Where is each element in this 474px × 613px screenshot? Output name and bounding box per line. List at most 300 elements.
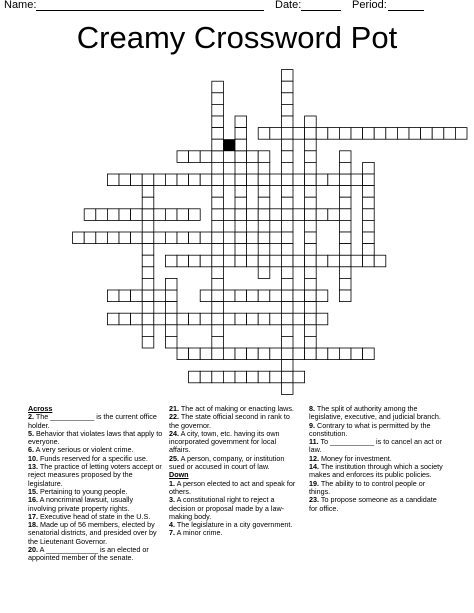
clue-item (169, 455, 299, 472)
grid-cell[interactable] (223, 232, 235, 244)
grid-cell[interactable] (316, 174, 328, 186)
grid-cell[interactable] (363, 348, 375, 360)
clue-number: 10. (28, 453, 38, 463)
grid-cell[interactable] (258, 267, 270, 279)
grid-cell[interactable] (84, 209, 96, 221)
grid-cell[interactable] (212, 267, 224, 279)
grid-cell[interactable] (455, 128, 467, 140)
grid-cell[interactable] (281, 267, 293, 279)
grid-cell[interactable] (200, 371, 212, 383)
grid-cell[interactable] (235, 139, 247, 151)
grid-cell[interactable] (119, 313, 131, 325)
grid-cell[interactable] (281, 116, 293, 128)
grid-cell[interactable] (200, 348, 212, 360)
grid-cell[interactable] (142, 290, 154, 302)
grid-cell[interactable] (212, 232, 224, 244)
grid-cell[interactable] (212, 128, 224, 140)
grid-cell[interactable] (293, 128, 305, 140)
grid-cell[interactable] (131, 290, 143, 302)
grid-cell[interactable] (177, 255, 189, 267)
grid-cell[interactable] (247, 348, 259, 360)
grid-cell[interactable] (305, 116, 317, 128)
grid-cell[interactable] (339, 151, 351, 163)
clue-number: 24. (169, 428, 179, 438)
grid-cell[interactable] (235, 209, 247, 221)
grid-cell[interactable] (305, 139, 317, 151)
grid-cell[interactable] (316, 313, 328, 325)
grid-cell[interactable] (119, 232, 131, 244)
grid-cell[interactable] (339, 209, 351, 221)
grid-cell[interactable] (212, 302, 224, 314)
grid-cell[interactable] (281, 313, 293, 325)
grid-cell[interactable] (363, 128, 375, 140)
grid-cell[interactable] (281, 81, 293, 93)
clue-item (28, 546, 163, 563)
grid-cell[interactable] (212, 209, 224, 221)
grid-cell[interactable] (235, 232, 247, 244)
grid-cell[interactable] (281, 255, 293, 267)
grid-cell[interactable] (154, 209, 166, 221)
grid-cell[interactable] (212, 186, 224, 198)
grid-cell[interactable] (258, 128, 270, 140)
grid-cell[interactable] (84, 232, 96, 244)
grid-cell[interactable] (119, 174, 131, 186)
grid-cell[interactable] (339, 174, 351, 186)
clue-number: 9. (309, 420, 315, 430)
grid-cell[interactable] (119, 209, 131, 221)
grid-cell[interactable] (281, 383, 293, 395)
grid-cell[interactable] (212, 255, 224, 267)
grid-cell[interactable] (165, 255, 177, 267)
grid-cell[interactable] (165, 290, 177, 302)
grid-cell[interactable] (189, 174, 201, 186)
grid-cell[interactable] (235, 244, 247, 256)
grid-cell[interactable] (281, 104, 293, 116)
grid-cell[interactable] (235, 348, 247, 360)
grid-cell[interactable] (189, 232, 201, 244)
grid-cell[interactable] (165, 209, 177, 221)
grid-cell[interactable] (235, 255, 247, 267)
grid-cell[interactable] (258, 197, 270, 209)
grid-cell[interactable] (339, 186, 351, 198)
grid-cell[interactable] (305, 348, 317, 360)
grid-cell[interactable] (397, 128, 409, 140)
clue-number: 2. (28, 412, 34, 422)
grid-cell[interactable] (281, 336, 293, 348)
grid-cell[interactable] (328, 255, 340, 267)
grid-cell[interactable] (189, 371, 201, 383)
grid-cell[interactable] (351, 128, 363, 140)
grid-cell[interactable] (165, 174, 177, 186)
grid-cell[interactable] (363, 209, 375, 221)
grid-cell[interactable] (131, 313, 143, 325)
grid-cell[interactable] (212, 139, 224, 151)
grid-cell[interactable] (212, 151, 224, 163)
grid-cell[interactable] (281, 325, 293, 337)
grid-cell[interactable] (374, 128, 386, 140)
grid-cell[interactable] (73, 232, 85, 244)
grid-cell[interactable] (270, 348, 282, 360)
grid-cell[interactable] (189, 151, 201, 163)
clue-number: 3. (169, 495, 175, 505)
grid-cell[interactable] (200, 290, 212, 302)
grid-cell[interactable] (258, 244, 270, 256)
grid-cell[interactable] (165, 336, 177, 348)
clue-number: 8. (309, 404, 315, 413)
grid-cell[interactable] (235, 128, 247, 140)
grid-cell[interactable] (177, 313, 189, 325)
across-clue-list-continued (169, 405, 299, 471)
grid-cell[interactable] (212, 244, 224, 256)
grid-cell[interactable] (305, 220, 317, 232)
grid-cell[interactable] (235, 162, 247, 174)
clue-item (169, 430, 299, 455)
grid-cell[interactable] (363, 255, 375, 267)
grid-cell[interactable] (131, 232, 143, 244)
grid-cell[interactable] (107, 174, 119, 186)
grid-cell[interactable] (223, 209, 235, 221)
clue-number: 6. (28, 445, 34, 455)
grid-cell[interactable] (119, 290, 131, 302)
grid-cell[interactable] (247, 232, 259, 244)
grid-cell[interactable] (107, 209, 119, 221)
grid-cell[interactable] (142, 325, 154, 337)
grid-cell[interactable] (363, 232, 375, 244)
grid-cell[interactable] (212, 220, 224, 232)
grid-cell[interactable] (142, 255, 154, 267)
grid-cell[interactable] (177, 151, 189, 163)
grid-cell[interactable] (339, 162, 351, 174)
grid-cell[interactable] (212, 348, 224, 360)
grid-cell[interactable] (305, 244, 317, 256)
grid-cell[interactable] (281, 348, 293, 360)
grid-cell[interactable] (223, 151, 235, 163)
grid-cell[interactable] (305, 232, 317, 244)
grid-cell[interactable] (223, 371, 235, 383)
grid-cell[interactable] (96, 209, 108, 221)
grid-cell[interactable] (281, 290, 293, 302)
clues-column-1 (28, 405, 163, 563)
grid-cell[interactable] (281, 232, 293, 244)
grid-cell[interactable] (386, 128, 398, 140)
grid-cell[interactable] (247, 290, 259, 302)
across-heading: Across (28, 404, 53, 413)
grid-cell[interactable] (212, 313, 224, 325)
grid-cell[interactable] (293, 371, 305, 383)
clue-text: The practice of letting voters accept or reject measures proposed by the legislature. (28, 462, 162, 488)
grid-cell[interactable] (281, 244, 293, 256)
date-label: Date: (275, 0, 302, 11)
grid-cell[interactable] (305, 162, 317, 174)
clue-item (309, 438, 447, 455)
grid-cell[interactable] (351, 255, 363, 267)
grid-cell[interactable] (293, 290, 305, 302)
grid-cell[interactable] (223, 174, 235, 186)
grid-cell[interactable] (281, 360, 293, 372)
grid-cell[interactable] (235, 174, 247, 186)
grid-cell[interactable] (270, 313, 282, 325)
grid-cell[interactable] (142, 209, 154, 221)
clue-number: 19. (309, 478, 319, 488)
grid-cell[interactable] (293, 209, 305, 221)
clue-text: The institution through which a society makes and enforces its public policies. (309, 462, 443, 480)
grid-cell[interactable] (363, 244, 375, 256)
grid-cell[interactable] (189, 348, 201, 360)
grid-cell[interactable] (293, 255, 305, 267)
clue-text: A _____________ is an elected or appointed member of the senate. (28, 545, 149, 563)
clue-text: The ___________ is the current office holder. (28, 412, 157, 430)
grid-cell[interactable] (107, 313, 119, 325)
grid-cell[interactable] (212, 290, 224, 302)
grid-cell[interactable] (305, 278, 317, 290)
grid-cell[interactable] (281, 128, 293, 140)
grid-cell[interactable] (293, 174, 305, 186)
grid-cell[interactable] (305, 255, 317, 267)
grid-cell[interactable] (177, 348, 189, 360)
grid-cell[interactable] (223, 290, 235, 302)
grid-cell[interactable] (247, 255, 259, 267)
grid-cell[interactable] (96, 232, 108, 244)
grid-cell[interactable] (212, 81, 224, 93)
grid-cell[interactable] (189, 209, 201, 221)
grid-cell[interactable] (212, 104, 224, 116)
grid-cell[interactable] (142, 197, 154, 209)
clue-item (169, 529, 299, 537)
grid-cell[interactable] (142, 313, 154, 325)
grid-cell[interactable] (154, 313, 166, 325)
grid-cell[interactable] (281, 139, 293, 151)
grid-cell[interactable] (339, 348, 351, 360)
grid-cell[interactable] (200, 313, 212, 325)
grid-cell[interactable] (305, 174, 317, 186)
grid-cell[interactable] (305, 267, 317, 279)
grid-cell[interactable] (142, 336, 154, 348)
grid-cell[interactable] (281, 186, 293, 198)
grid-cell[interactable] (363, 197, 375, 209)
grid-cell[interactable] (270, 128, 282, 140)
grid-cell[interactable] (328, 209, 340, 221)
grid-cell[interactable] (258, 209, 270, 221)
grid-cell[interactable] (281, 151, 293, 163)
grid-cell[interactable] (165, 278, 177, 290)
grid-cell[interactable] (247, 371, 259, 383)
grid-cell[interactable] (339, 278, 351, 290)
grid-cell[interactable] (235, 197, 247, 209)
grid-cell[interactable] (444, 128, 456, 140)
clue-number: 7. (169, 528, 175, 538)
grid-cell[interactable] (165, 325, 177, 337)
grid-cell[interactable] (131, 209, 143, 221)
grid-cell[interactable] (200, 255, 212, 267)
grid-cell[interactable] (316, 348, 328, 360)
grid-cell[interactable] (374, 255, 386, 267)
grid-cell[interactable] (258, 174, 270, 186)
grid-cell[interactable] (281, 278, 293, 290)
grid-cell[interactable] (258, 162, 270, 174)
grid-cell[interactable] (107, 290, 119, 302)
grid-cell[interactable] (281, 220, 293, 232)
grid-cell[interactable] (305, 209, 317, 221)
grid-cell[interactable] (281, 162, 293, 174)
grid-cell[interactable] (154, 232, 166, 244)
grid-cell[interactable] (258, 348, 270, 360)
clue-item (28, 496, 163, 513)
grid-cell[interactable] (270, 290, 282, 302)
grid-cell[interactable] (258, 232, 270, 244)
grid-cell[interactable] (212, 371, 224, 383)
grid-cell[interactable] (142, 267, 154, 279)
grid-cell[interactable] (363, 162, 375, 174)
clue-number: 21. (169, 404, 179, 413)
grid-cell[interactable] (281, 93, 293, 105)
grid-cell[interactable] (339, 267, 351, 279)
grid-cell[interactable] (270, 174, 282, 186)
grid-cell[interactable] (339, 220, 351, 232)
grid-cell[interactable] (131, 174, 143, 186)
grid-cell[interactable] (154, 290, 166, 302)
grid-cell[interactable] (339, 232, 351, 244)
grid-cell[interactable] (247, 151, 259, 163)
grid-cell[interactable] (270, 371, 282, 383)
grid-cell[interactable] (235, 220, 247, 232)
grid-cell[interactable] (235, 290, 247, 302)
grid-cell[interactable] (281, 174, 293, 186)
grid-cell[interactable] (305, 313, 317, 325)
clue-number: 22. (169, 412, 179, 422)
grid-cell[interactable] (316, 128, 328, 140)
grid-cell[interactable] (305, 325, 317, 337)
grid-cell[interactable] (142, 302, 154, 314)
grid-cell[interactable] (235, 186, 247, 198)
grid-cell[interactable] (212, 162, 224, 174)
grid-cell[interactable] (305, 302, 317, 314)
grid-cell[interactable] (142, 174, 154, 186)
grid-cell[interactable] (200, 232, 212, 244)
grid-cell[interactable] (305, 151, 317, 163)
grid-cell[interactable] (142, 244, 154, 256)
grid-cell[interactable] (142, 232, 154, 244)
grid-cell[interactable] (223, 255, 235, 267)
grid-cell[interactable] (339, 290, 351, 302)
grid-cell[interactable] (351, 174, 363, 186)
grid-cell[interactable] (212, 336, 224, 348)
grid-cell[interactable] (316, 209, 328, 221)
grid-cell[interactable] (258, 186, 270, 198)
grid-cell[interactable] (142, 186, 154, 198)
grid-cell[interactable] (154, 174, 166, 186)
clue-number: 5. (28, 428, 34, 438)
grid-cell[interactable] (316, 255, 328, 267)
grid-cell[interactable] (200, 151, 212, 163)
grid-cell[interactable] (339, 244, 351, 256)
grid-cell[interactable] (212, 174, 224, 186)
clue-number: 4. (169, 520, 175, 530)
clue-item (169, 496, 299, 521)
grid-cell[interactable] (177, 232, 189, 244)
grid-cell[interactable] (212, 197, 224, 209)
grid-cell[interactable] (363, 174, 375, 186)
clue-text: The act of making or enacting laws. (180, 404, 294, 413)
grid-cell[interactable] (270, 255, 282, 267)
grid-cell[interactable] (328, 174, 340, 186)
grid-cell[interactable] (177, 209, 189, 221)
grid-cell[interactable] (235, 313, 247, 325)
grid-cell[interactable] (212, 325, 224, 337)
grid-cell[interactable] (142, 220, 154, 232)
grid-cell[interactable] (421, 128, 433, 140)
grid-cell[interactable] (281, 209, 293, 221)
grid-cell[interactable] (235, 116, 247, 128)
grid-cell[interactable] (107, 232, 119, 244)
grid-cell[interactable] (177, 174, 189, 186)
grid-cell[interactable] (212, 278, 224, 290)
grid-cell[interactable] (270, 232, 282, 244)
grid-cell[interactable] (328, 348, 340, 360)
grid-cell[interactable] (281, 302, 293, 314)
grid-cell[interactable] (258, 290, 270, 302)
grid-cell[interactable] (247, 313, 259, 325)
grid-cell[interactable] (200, 174, 212, 186)
grid-cell[interactable] (258, 220, 270, 232)
grid-cell[interactable] (305, 197, 317, 209)
grid-cell[interactable] (339, 255, 351, 267)
clue-text: To propose someone as a candidate for office. (309, 495, 437, 513)
grid-cell[interactable] (363, 220, 375, 232)
grid-cell[interactable] (305, 290, 317, 302)
grid-cell[interactable] (305, 186, 317, 198)
grid-cell[interactable] (247, 209, 259, 221)
clue-text: To ___________ is to cancel an act or law. (309, 437, 442, 455)
grid-cell[interactable] (258, 313, 270, 325)
grid-cell[interactable] (165, 302, 177, 314)
grid-cell[interactable] (281, 371, 293, 383)
grid-cell[interactable] (351, 348, 363, 360)
grid-cell[interactable] (293, 313, 305, 325)
grid-cell[interactable] (212, 116, 224, 128)
grid-cell[interactable] (223, 313, 235, 325)
grid-cell[interactable] (305, 128, 317, 140)
grid-cell[interactable] (223, 348, 235, 360)
grid-cell[interactable] (409, 128, 421, 140)
grid-cell[interactable] (142, 278, 154, 290)
grid-cell[interactable] (281, 197, 293, 209)
grid-cell[interactable] (165, 232, 177, 244)
grid-cell[interactable] (235, 151, 247, 163)
grid-cell[interactable] (258, 151, 270, 163)
grid-cell[interactable] (281, 70, 293, 82)
grid-cell[interactable] (258, 255, 270, 267)
grid-cell[interactable] (328, 128, 340, 140)
grid-cell[interactable] (270, 209, 282, 221)
grid-cell[interactable] (189, 313, 201, 325)
grid-cell[interactable] (293, 348, 305, 360)
grid-cell[interactable] (339, 197, 351, 209)
grid-cell[interactable] (339, 128, 351, 140)
grid-cell[interactable] (258, 371, 270, 383)
grid-cell[interactable] (247, 174, 259, 186)
grid-cell[interactable] (235, 371, 247, 383)
grid-cell[interactable] (189, 255, 201, 267)
grid-cell[interactable] (165, 313, 177, 325)
clue-item (28, 413, 163, 430)
clue-number: 15. (28, 486, 38, 496)
clue-text: The split of authority among the legislative, executive, and judicial branch. (309, 404, 441, 422)
grid-cell[interactable] (316, 290, 328, 302)
grid-cell[interactable] (363, 186, 375, 198)
grid-cell[interactable] (212, 93, 224, 105)
grid-cell[interactable] (305, 336, 317, 348)
grid-cell[interactable] (432, 128, 444, 140)
